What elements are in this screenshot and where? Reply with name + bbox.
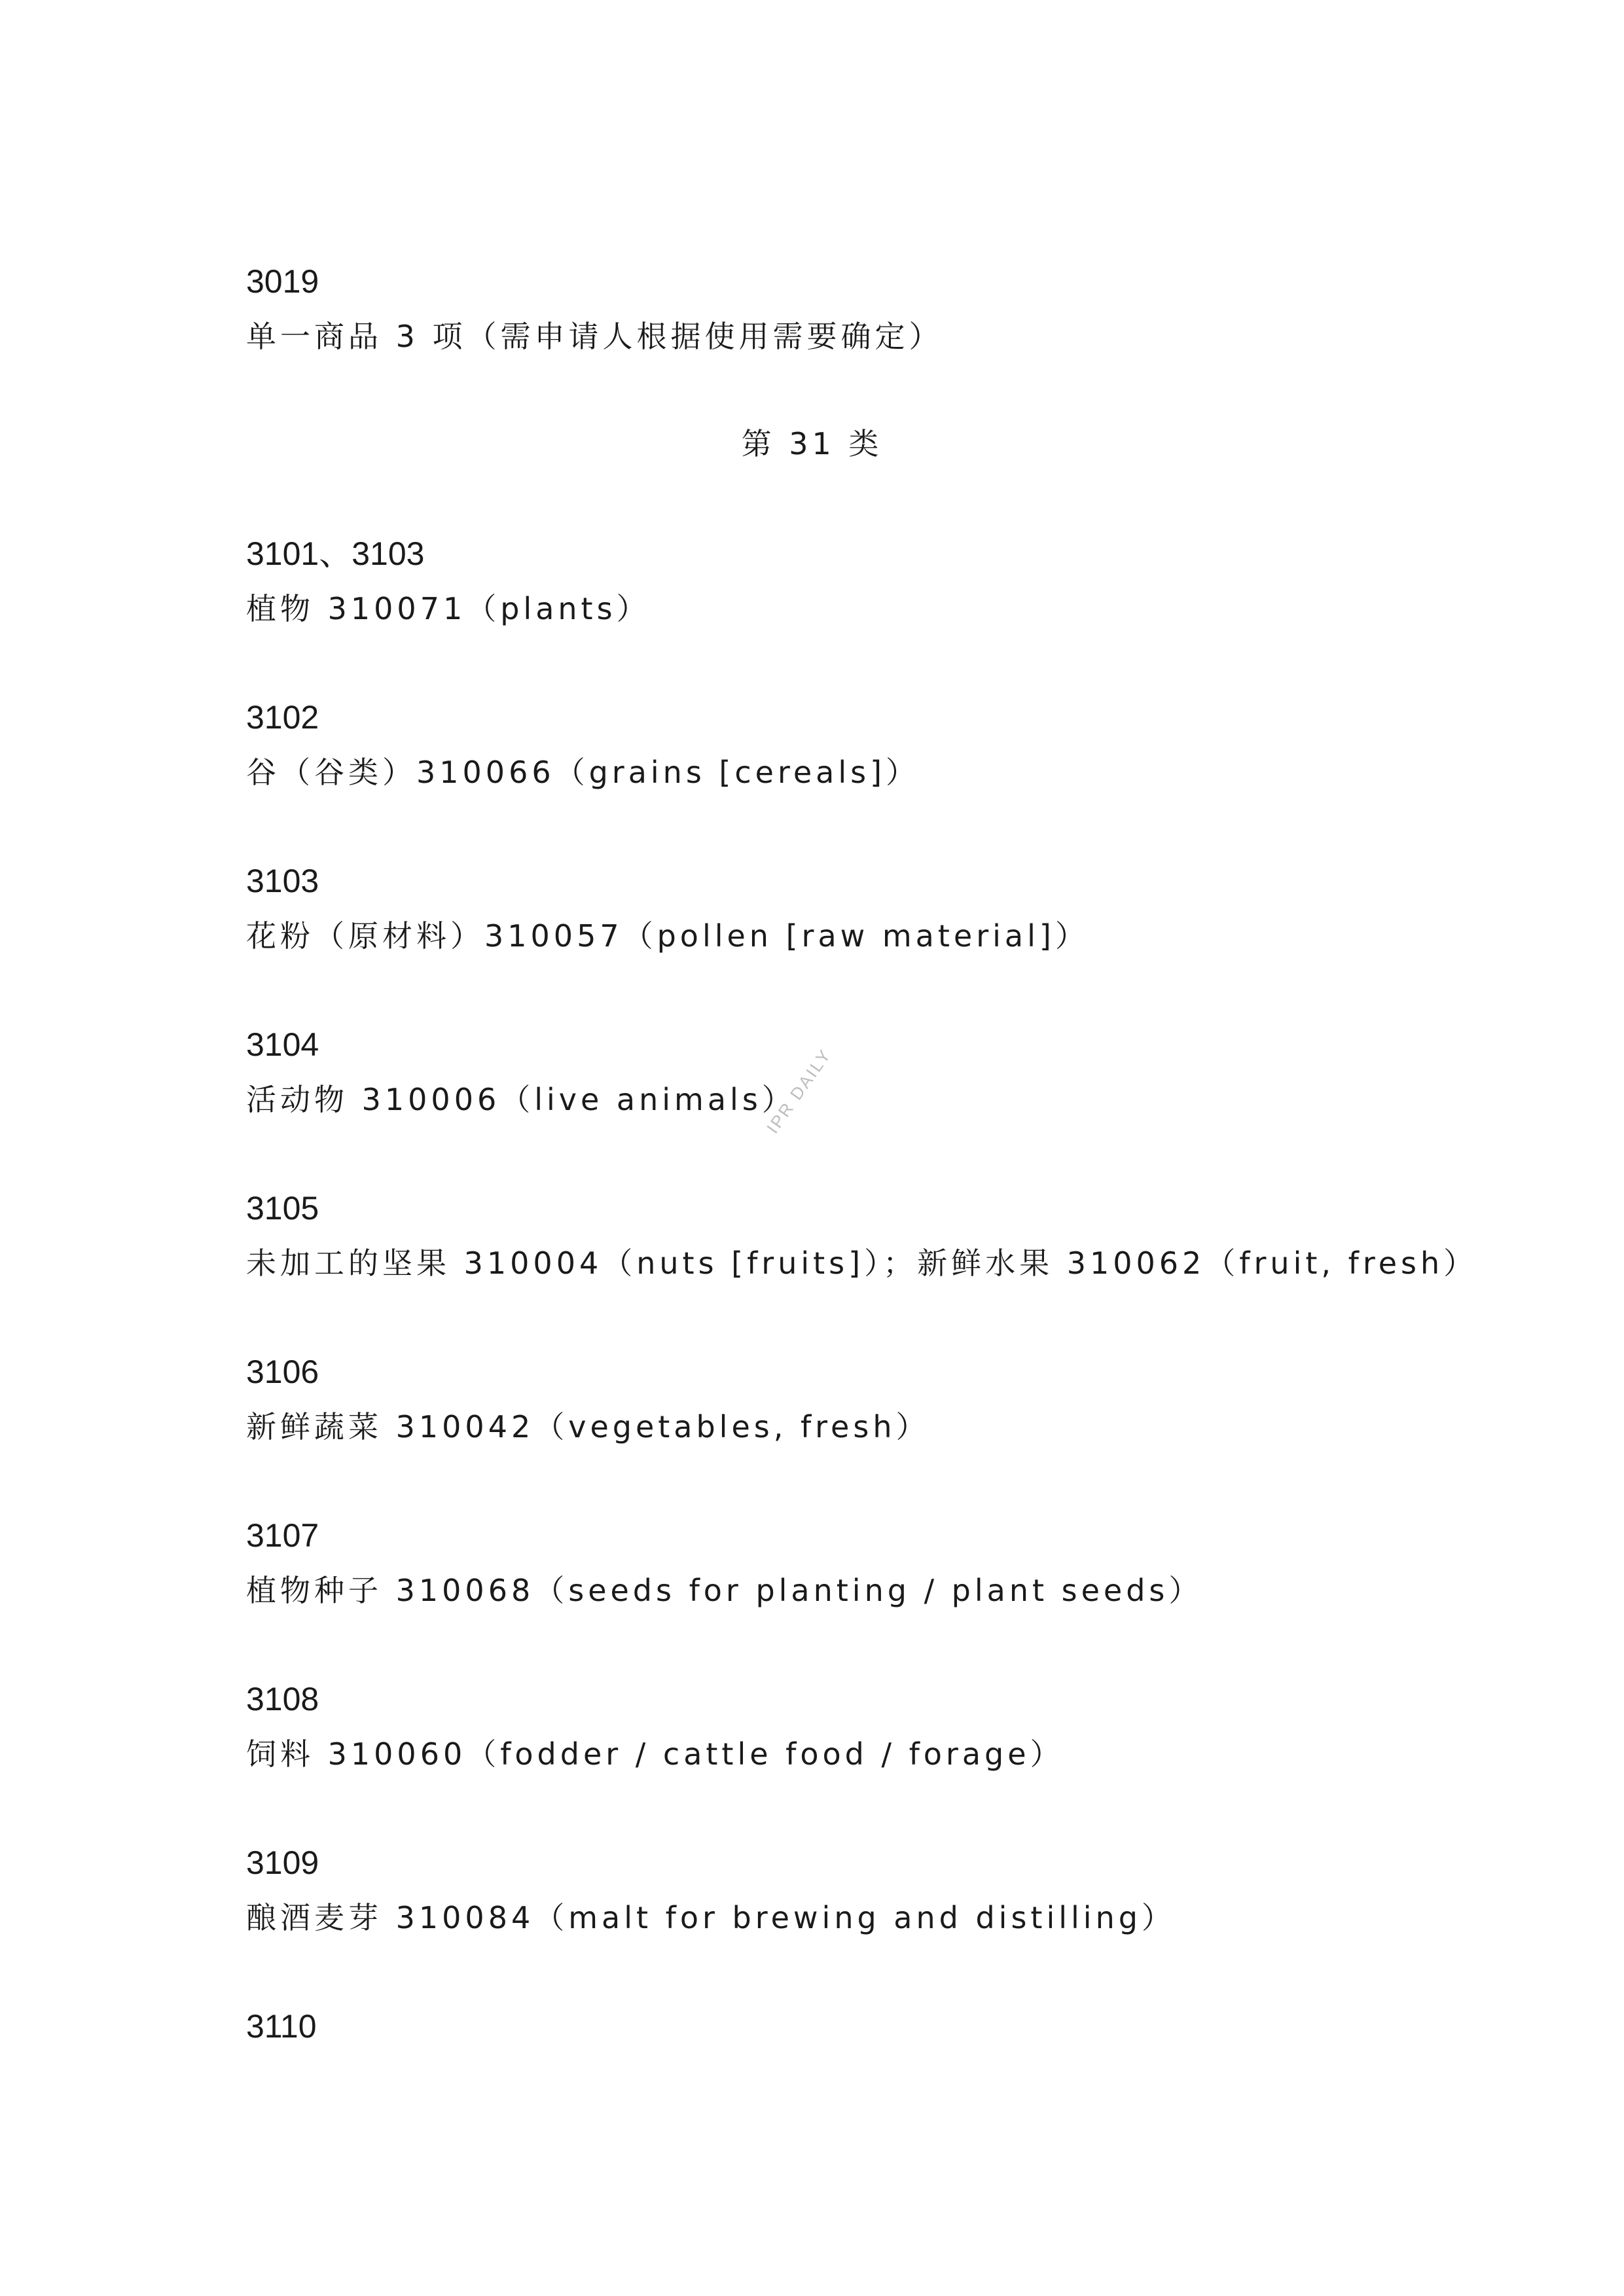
group-code: 3105 [246, 1190, 319, 1227]
group-item: 饲料 310060（fodder / cattle food / forage） [246, 1736, 1064, 1772]
group-item: 植物种子 310068（seeds for planting / plant seeds） [246, 1573, 1203, 1608]
preamble-text: 单一商品 3 项（需申请人根据使用需要确定） [246, 319, 943, 354]
group-item: 谷（谷类）310066（grains [cereals]） [246, 755, 920, 790]
group-item: 花粉（原材料）310057（pollen [raw material]） [246, 918, 1089, 954]
group-code: 3102 [246, 699, 319, 736]
group-code: 3109 [246, 1844, 319, 1881]
group-code: 3106 [246, 1354, 319, 1390]
preamble-code: 3019 [246, 263, 319, 300]
group-code: 3110 [246, 2008, 317, 2045]
group-item: 未加工的坚果 310004（nuts [fruits]）；新鲜水果 310062（fruit, fresh） [246, 1246, 1478, 1281]
group-code: 3104 [246, 1026, 319, 1063]
group-item: 活动物 310006（live animals） [246, 1082, 796, 1117]
watermark: IPR DAILY [763, 1045, 836, 1138]
group-code: 3108 [246, 1681, 319, 1717]
group-code: 3107 [246, 1517, 319, 1554]
group-item: 新鲜蔬菜 310042（vegetables, fresh） [246, 1409, 930, 1444]
group-item: 植物 310071（plants） [246, 591, 651, 626]
group-code: 3103 [246, 863, 319, 899]
group-item: 酿酒麦芽 310084（malt for brewing and distilling） [246, 1900, 1176, 1935]
class-heading: 第 31 类 [741, 426, 883, 461]
group-code: 3101、3103 [246, 535, 425, 572]
